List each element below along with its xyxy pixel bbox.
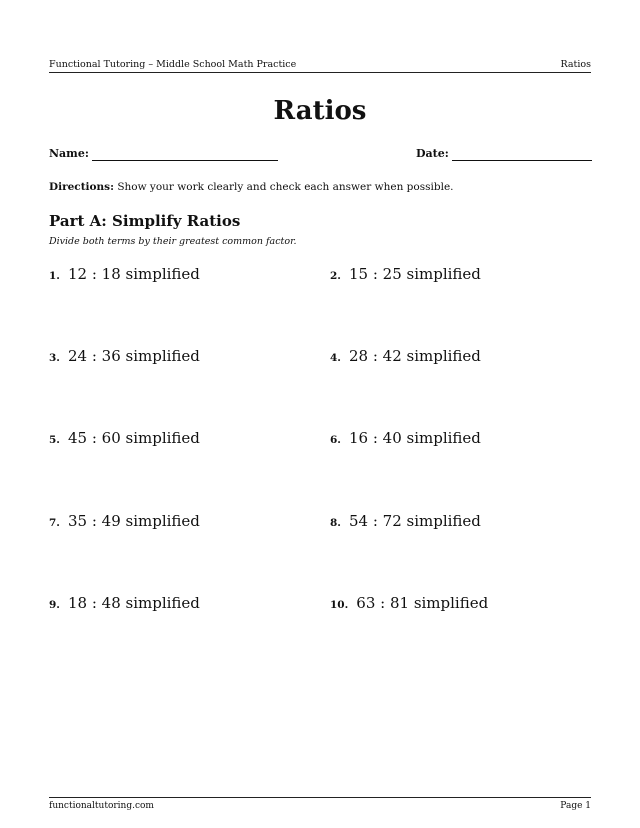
running-header [49,58,591,73]
problem-text: 45 : 60 simplified [67,429,200,447]
problem-item [49,512,200,532]
problem-item [49,265,200,285]
problem-number: 1. [49,270,60,282]
running-footer [49,797,591,812]
date-field [416,147,592,161]
problem-text: 35 : 49 simplified [67,512,200,530]
problem-text: 63 : 81 simplified [356,594,489,612]
problem-text: 28 : 42 simplified [348,347,481,365]
name-blank-line [92,148,278,161]
directions [49,180,454,194]
problem-text: 16 : 40 simplified [348,429,481,447]
name-field [49,147,278,161]
footer-website: functionaltutoring.com [49,801,154,811]
problem-number: 5. [49,434,60,446]
problem-number: 3. [49,352,60,364]
problem-number: 9. [49,599,60,611]
problem-number: 7. [49,517,60,529]
problem-number: 2. [330,270,341,282]
problem-item [330,512,481,532]
date-label: Date: [416,147,449,160]
problem-text: 12 : 18 simplified [67,265,200,283]
directions-label: Directions: [49,181,114,193]
worksheet-page [49,0,591,828]
section-title-part-a: Part A: Simplify Ratios [49,212,241,230]
problem-text: 15 : 25 simplified [348,265,481,283]
problem-item [330,429,481,449]
problem-number: 6. [330,434,341,446]
problem-item [330,594,488,614]
header-right-text: Ratios [560,59,591,70]
problem-item [49,429,200,449]
header-left-text: Functional Tutoring – Middle School Math Practice [49,59,297,70]
page-number: Page 1 [560,801,591,811]
name-label: Name: [49,147,89,160]
problem-item [330,265,481,285]
page-title: Ratios [273,96,367,126]
problem-number: 4. [330,352,341,364]
problem-item [49,347,200,367]
directions-text: Show your work clearly and check each answer when possible. [117,181,454,193]
problem-number: 10. [330,599,349,611]
date-blank-line [452,148,592,161]
problem-item [49,594,200,614]
problem-text: 24 : 36 simplified [67,347,200,365]
problem-number: 8. [330,517,341,529]
problem-item [330,347,481,367]
section-note-part-a: Divide both terms by their greatest common factor. [49,236,297,247]
problem-text: 18 : 48 simplified [67,594,200,612]
problem-text: 54 : 72 simplified [348,512,481,530]
